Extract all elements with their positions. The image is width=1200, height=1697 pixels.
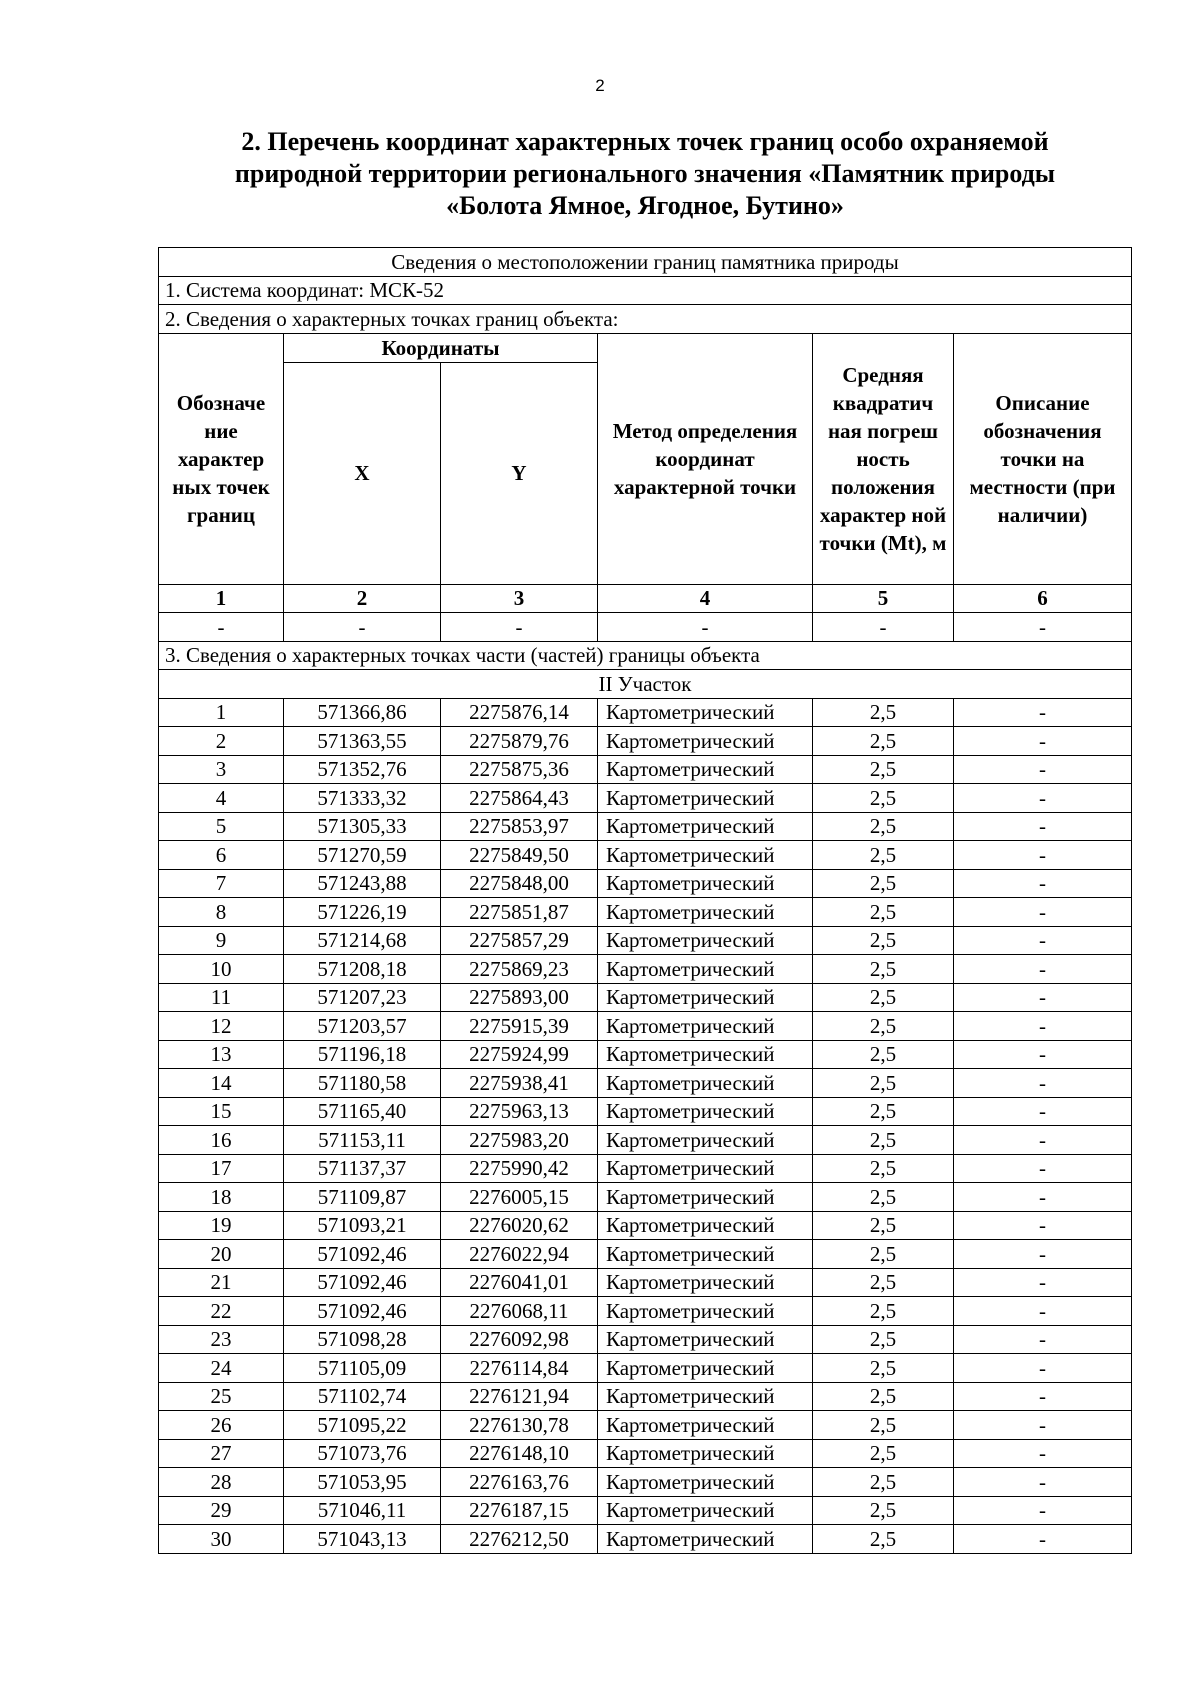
coordinate-x: 571053,95 — [284, 1468, 441, 1497]
table-row — [159, 1297, 1132, 1326]
method-cell: Картометрический — [598, 812, 813, 841]
method-cell: Картометрический — [598, 926, 813, 955]
description-cell: - — [954, 1154, 1132, 1183]
section-2-label: 2. Сведения о характерных точках границ объекта: — [159, 305, 1132, 334]
table-row — [159, 812, 1132, 841]
description-cell: - — [954, 898, 1132, 927]
method-cell: Картометрический — [598, 1439, 813, 1468]
coordinate-x: 571153,11 — [284, 1126, 441, 1155]
table-caption-row — [159, 248, 1132, 277]
method-cell: Картометрический — [598, 1354, 813, 1383]
column-number: 3 — [441, 584, 598, 613]
error-cell: 2,5 — [813, 1325, 954, 1354]
description-cell: - — [954, 1354, 1132, 1383]
method-cell: Картометрический — [598, 1468, 813, 1497]
table-row — [159, 1468, 1132, 1497]
section-3-row — [159, 641, 1132, 670]
coordinate-x: 571105,09 — [284, 1354, 441, 1383]
method-cell: Картометрический — [598, 898, 813, 927]
error-cell: 2,5 — [813, 1525, 954, 1554]
description-cell: - — [954, 698, 1132, 727]
section-3-label: 3. Сведения о характерных точках части (частей) границы объекта — [159, 641, 1132, 670]
point-number: 25 — [159, 1382, 284, 1411]
error-cell: 2,5 — [813, 1211, 954, 1240]
method-cell: Картометрический — [598, 755, 813, 784]
method-cell: Картометрический — [598, 1126, 813, 1155]
method-cell: Картометрический — [598, 784, 813, 813]
method-cell: Картометрический — [598, 1411, 813, 1440]
subsection-label: II Участок — [159, 670, 1132, 699]
table-row — [159, 1012, 1132, 1041]
coordinate-y: 2276163,76 — [441, 1468, 598, 1497]
coordinate-x: 571203,57 — [284, 1012, 441, 1041]
coordinate-y: 2275851,87 — [441, 898, 598, 927]
coordinate-y: 2275893,00 — [441, 983, 598, 1012]
coordinate-x: 571352,76 — [284, 755, 441, 784]
coordinate-x: 571180,58 — [284, 1069, 441, 1098]
coordinate-y: 2275915,39 — [441, 1012, 598, 1041]
coordinate-x: 571243,88 — [284, 869, 441, 898]
table-row — [159, 1211, 1132, 1240]
point-number: 7 — [159, 869, 284, 898]
dash-cell: - — [284, 613, 441, 642]
coordinate-x: 571093,21 — [284, 1211, 441, 1240]
error-cell: 2,5 — [813, 1297, 954, 1326]
point-number: 8 — [159, 898, 284, 927]
point-number: 26 — [159, 1411, 284, 1440]
table-row — [159, 955, 1132, 984]
point-number: 12 — [159, 1012, 284, 1041]
dash-cell: - — [441, 613, 598, 642]
error-cell: 2,5 — [813, 1411, 954, 1440]
column-number: 1 — [159, 584, 284, 613]
error-cell: 2,5 — [813, 812, 954, 841]
coordinate-x: 571092,46 — [284, 1297, 441, 1326]
method-cell: Картометрический — [598, 1382, 813, 1411]
error-cell: 2,5 — [813, 1012, 954, 1041]
coordinate-y: 2275849,50 — [441, 841, 598, 870]
table-row — [159, 1240, 1132, 1269]
error-cell: 2,5 — [813, 1240, 954, 1269]
method-cell: Картометрический — [598, 1297, 813, 1326]
error-cell: 2,5 — [813, 784, 954, 813]
coordinates-table-body — [159, 248, 1132, 1554]
table-row — [159, 1183, 1132, 1212]
header-description: Описание обозначения точки на местности (при наличии) — [954, 333, 1132, 584]
coordinates-table — [158, 247, 1132, 1554]
column-number: 6 — [954, 584, 1132, 613]
description-cell: - — [954, 841, 1132, 870]
point-number: 30 — [159, 1525, 284, 1554]
coordinate-y: 2275963,13 — [441, 1097, 598, 1126]
table-row — [159, 1126, 1132, 1155]
dash-cell: - — [598, 613, 813, 642]
coordinate-x: 571270,59 — [284, 841, 441, 870]
table-row — [159, 926, 1132, 955]
method-cell: Картометрический — [598, 1211, 813, 1240]
error-cell: 2,5 — [813, 698, 954, 727]
coordinate-x: 571208,18 — [284, 955, 441, 984]
description-cell: - — [954, 1382, 1132, 1411]
table-row — [159, 1496, 1132, 1525]
table-row — [159, 1354, 1132, 1383]
table-row — [159, 784, 1132, 813]
method-cell: Картометрический — [598, 1183, 813, 1212]
coordinate-x: 571165,40 — [284, 1097, 441, 1126]
point-number: 19 — [159, 1211, 284, 1240]
coordinate-x: 571102,74 — [284, 1382, 441, 1411]
error-cell: 2,5 — [813, 1439, 954, 1468]
table-caption: Сведения о местоположении границ памятника природы — [159, 248, 1132, 277]
description-cell: - — [954, 755, 1132, 784]
coordinate-x: 571305,33 — [284, 812, 441, 841]
error-cell: 2,5 — [813, 1354, 954, 1383]
point-number: 17 — [159, 1154, 284, 1183]
description-cell: - — [954, 1211, 1132, 1240]
error-cell: 2,5 — [813, 1040, 954, 1069]
coordinate-x: 571137,37 — [284, 1154, 441, 1183]
point-number: 11 — [159, 983, 284, 1012]
point-number: 5 — [159, 812, 284, 841]
description-cell: - — [954, 1183, 1132, 1212]
error-cell: 2,5 — [813, 1268, 954, 1297]
method-cell: Картометрический — [598, 1496, 813, 1525]
point-number: 23 — [159, 1325, 284, 1354]
description-cell: - — [954, 1268, 1132, 1297]
point-number: 18 — [159, 1183, 284, 1212]
error-cell: 2,5 — [813, 1468, 954, 1497]
coordinate-y: 2276187,15 — [441, 1496, 598, 1525]
coordinate-x: 571092,46 — [284, 1240, 441, 1269]
description-cell: - — [954, 1240, 1132, 1269]
method-cell: Картометрический — [598, 841, 813, 870]
table-row — [159, 841, 1132, 870]
point-number: 6 — [159, 841, 284, 870]
document-title — [160, 126, 1130, 222]
description-cell: - — [954, 1040, 1132, 1069]
method-cell: Картометрический — [598, 1097, 813, 1126]
column-number: 5 — [813, 584, 954, 613]
method-cell: Картометрический — [598, 955, 813, 984]
table-row — [159, 1097, 1132, 1126]
section-1-label: 1. Система координат: МСК-52 — [159, 276, 1132, 305]
point-number: 27 — [159, 1439, 284, 1468]
description-cell: - — [954, 983, 1132, 1012]
section-2-row — [159, 305, 1132, 334]
column-numbers-row — [159, 584, 1132, 613]
header-method: Метод определения координат характерной точки — [598, 333, 813, 584]
coordinate-y: 2275869,23 — [441, 955, 598, 984]
description-cell: - — [954, 926, 1132, 955]
error-cell: 2,5 — [813, 983, 954, 1012]
coordinate-x: 571073,76 — [284, 1439, 441, 1468]
point-number: 20 — [159, 1240, 284, 1269]
coordinate-x: 571207,23 — [284, 983, 441, 1012]
section-1-row — [159, 276, 1132, 305]
point-number: 1 — [159, 698, 284, 727]
coordinate-y: 2275983,20 — [441, 1126, 598, 1155]
dash-cell: - — [159, 613, 284, 642]
column-number: 2 — [284, 584, 441, 613]
coordinate-y: 2275875,36 — [441, 755, 598, 784]
table-row — [159, 1411, 1132, 1440]
description-cell: - — [954, 727, 1132, 756]
coordinate-x: 571363,55 — [284, 727, 441, 756]
coordinate-x: 571095,22 — [284, 1411, 441, 1440]
table-row — [159, 1382, 1132, 1411]
method-cell: Картометрический — [598, 1040, 813, 1069]
error-cell: 2,5 — [813, 1496, 954, 1525]
coordinate-y: 2276041,01 — [441, 1268, 598, 1297]
coordinate-x: 571196,18 — [284, 1040, 441, 1069]
description-cell: - — [954, 784, 1132, 813]
description-cell: - — [954, 1069, 1132, 1098]
table-row — [159, 869, 1132, 898]
dash-cell: - — [954, 613, 1132, 642]
point-number: 4 — [159, 784, 284, 813]
error-cell: 2,5 — [813, 841, 954, 870]
point-number: 29 — [159, 1496, 284, 1525]
error-cell: 2,5 — [813, 755, 954, 784]
header-row-1 — [159, 333, 1132, 362]
method-cell: Картометрический — [598, 869, 813, 898]
description-cell: - — [954, 1297, 1132, 1326]
method-cell: Картометрический — [598, 698, 813, 727]
error-cell: 2,5 — [813, 869, 954, 898]
coordinate-y: 2276022,94 — [441, 1240, 598, 1269]
title-line-3: «Болота Ямное, Ягодное, Бутино» — [446, 191, 844, 220]
point-number: 2 — [159, 727, 284, 756]
table-row — [159, 983, 1132, 1012]
point-number: 21 — [159, 1268, 284, 1297]
point-number: 9 — [159, 926, 284, 955]
description-cell: - — [954, 1525, 1132, 1554]
description-cell: - — [954, 955, 1132, 984]
coordinate-y: 2276005,15 — [441, 1183, 598, 1212]
coordinate-y: 2276212,50 — [441, 1525, 598, 1554]
description-cell: - — [954, 1496, 1132, 1525]
point-number: 3 — [159, 755, 284, 784]
error-cell: 2,5 — [813, 955, 954, 984]
coordinate-y: 2275990,42 — [441, 1154, 598, 1183]
table-row — [159, 1040, 1132, 1069]
description-cell: - — [954, 1468, 1132, 1497]
error-cell: 2,5 — [813, 727, 954, 756]
coordinate-x: 571043,13 — [284, 1525, 441, 1554]
method-cell: Картометрический — [598, 727, 813, 756]
method-cell: Картометрический — [598, 1525, 813, 1554]
coordinate-y: 2275848,00 — [441, 869, 598, 898]
error-cell: 2,5 — [813, 1183, 954, 1212]
coordinate-y: 2275938,41 — [441, 1069, 598, 1098]
description-cell: - — [954, 1325, 1132, 1354]
title-line-1: 2. Перечень координат характерных точек границ особо охраняемой — [241, 127, 1049, 156]
header-error: Средняя квадратич ная погреш ность положения характер ной точки (Mt), м — [813, 333, 954, 584]
method-cell: Картометрический — [598, 1268, 813, 1297]
coordinate-x: 571226,19 — [284, 898, 441, 927]
method-cell: Картометрический — [598, 1240, 813, 1269]
point-number: 28 — [159, 1468, 284, 1497]
coordinate-x: 571366,86 — [284, 698, 441, 727]
point-number: 15 — [159, 1097, 284, 1126]
coordinate-x: 571214,68 — [284, 926, 441, 955]
table-row — [159, 1525, 1132, 1554]
coordinate-x: 571098,28 — [284, 1325, 441, 1354]
description-cell: - — [954, 869, 1132, 898]
coordinate-y: 2275876,14 — [441, 698, 598, 727]
table-row — [159, 755, 1132, 784]
coordinate-y: 2275864,43 — [441, 784, 598, 813]
point-number: 22 — [159, 1297, 284, 1326]
title-line-2: природной территории регионального значения «Памятник природы — [234, 159, 1056, 188]
coordinate-y: 2276114,84 — [441, 1354, 598, 1383]
coordinate-y: 2276148,10 — [441, 1439, 598, 1468]
description-cell: - — [954, 1097, 1132, 1126]
table-row — [159, 1325, 1132, 1354]
subsection-row — [159, 670, 1132, 699]
coordinate-y: 2276020,62 — [441, 1211, 598, 1240]
coordinate-y: 2275924,99 — [441, 1040, 598, 1069]
coordinate-y: 2276092,98 — [441, 1325, 598, 1354]
point-number: 16 — [159, 1126, 284, 1155]
coordinate-x: 571333,32 — [284, 784, 441, 813]
dash-cell: - — [813, 613, 954, 642]
table-row — [159, 727, 1132, 756]
table-row — [159, 1439, 1132, 1468]
point-number: 13 — [159, 1040, 284, 1069]
description-cell: - — [954, 1439, 1132, 1468]
table-row — [159, 1154, 1132, 1183]
description-cell: - — [954, 812, 1132, 841]
description-cell: - — [954, 1012, 1132, 1041]
coordinate-y: 2276121,94 — [441, 1382, 598, 1411]
error-cell: 2,5 — [813, 1126, 954, 1155]
method-cell: Картометрический — [598, 1069, 813, 1098]
method-cell: Картометрический — [598, 1325, 813, 1354]
header-y: Y — [441, 362, 598, 584]
header-x: X — [284, 362, 441, 584]
method-cell: Картометрический — [598, 983, 813, 1012]
description-cell: - — [954, 1411, 1132, 1440]
coordinate-x: 571109,87 — [284, 1183, 441, 1212]
point-number: 24 — [159, 1354, 284, 1383]
table-row — [159, 698, 1132, 727]
page-number: 2 — [595, 76, 605, 95]
table-row — [159, 1268, 1132, 1297]
column-number: 4 — [598, 584, 813, 613]
error-cell: 2,5 — [813, 1154, 954, 1183]
coordinate-x: 571046,11 — [284, 1496, 441, 1525]
error-cell: 2,5 — [813, 926, 954, 955]
coordinate-x: 571092,46 — [284, 1268, 441, 1297]
table-row — [159, 898, 1132, 927]
error-cell: 2,5 — [813, 1097, 954, 1126]
header-coordinates: Координаты — [284, 333, 598, 362]
coordinate-y: 2276068,11 — [441, 1297, 598, 1326]
coordinate-y: 2275853,97 — [441, 812, 598, 841]
error-cell: 2,5 — [813, 1069, 954, 1098]
table-row — [159, 1069, 1132, 1098]
point-number: 10 — [159, 955, 284, 984]
coordinate-y: 2275857,29 — [441, 926, 598, 955]
header-designation: Обозначе ние характер ных точек границ — [159, 333, 284, 584]
coordinate-y: 2276130,78 — [441, 1411, 598, 1440]
point-number: 14 — [159, 1069, 284, 1098]
method-cell: Картометрический — [598, 1012, 813, 1041]
description-cell: - — [954, 1126, 1132, 1155]
method-cell: Картометрический — [598, 1154, 813, 1183]
dash-row — [159, 613, 1132, 642]
error-cell: 2,5 — [813, 898, 954, 927]
coordinate-y: 2275879,76 — [441, 727, 598, 756]
error-cell: 2,5 — [813, 1382, 954, 1411]
